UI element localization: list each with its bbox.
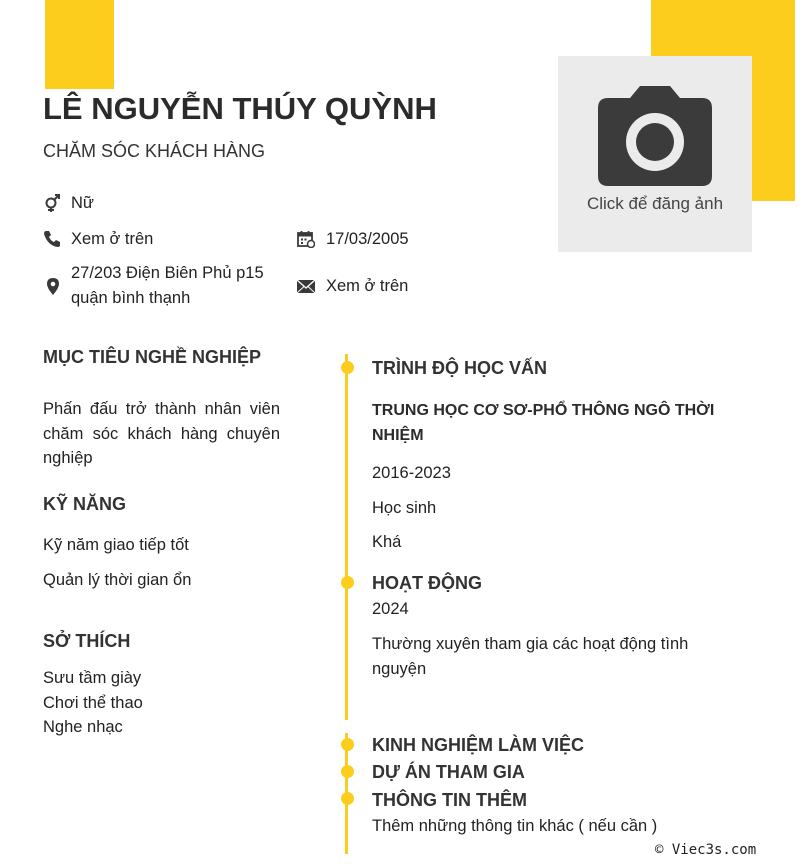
extra-title: THÔNG TIN THÊM — [372, 790, 527, 810]
hobbies-title: SỞ THÍCH — [43, 631, 131, 651]
school-name-line-1: TRUNG HỌC CƠ SƠ-PHỔ THÔNG NGÔ THỜI — [372, 402, 715, 419]
activities-title: HOẠT ĐỘNG — [372, 573, 482, 593]
education-grade: Khá — [372, 533, 402, 551]
skill-item: Quản lý thời gian ổn — [43, 571, 192, 589]
activity-year: 2024 — [372, 600, 409, 618]
phone-value: Xem ở trên — [71, 230, 154, 248]
address-value — [71, 261, 264, 311]
candidate-name: LÊ NGUYỄN THÚY QUỲNH — [43, 91, 437, 126]
timeline-dot — [341, 361, 354, 374]
school-name-line-2: NHIỆM — [372, 426, 424, 444]
hobby-item: Nghe nhạc — [43, 718, 123, 736]
hobby-item: Chơi thể thao — [43, 694, 143, 712]
job-title: CHĂM SÓC KHÁCH HÀNG — [43, 141, 266, 161]
education-period: 2016-2023 — [372, 464, 451, 482]
activity-description-line-2: nguyện — [372, 659, 427, 678]
experience-title: KINH NGHIỆM LÀM VIỆC — [372, 735, 585, 755]
timeline-dot — [341, 738, 354, 751]
skill-item: Kỹ năm giao tiếp tốt — [43, 536, 189, 554]
skills-title: KỸ NĂNG — [43, 494, 127, 514]
photo-caption: Click để đăng ảnh — [586, 194, 724, 213]
education-title: TRÌNH ĐỘ HỌC VẤN — [372, 358, 547, 378]
email-icon — [297, 278, 315, 296]
location-icon — [44, 277, 62, 295]
school-name — [372, 399, 714, 448]
objective-text: Phấn đấu trở thành nhân viên chăm sóc khách hàng chuyên nghiệp — [43, 400, 280, 467]
hobby-item: Sưu tầm giày — [43, 669, 142, 687]
timeline-dot — [341, 765, 354, 778]
calendar-icon — [297, 230, 315, 248]
birthday-value: 17/03/2005 — [326, 230, 409, 248]
camera-icon — [596, 84, 714, 188]
objective-title: MỤC TIÊU NGHỀ NGHIỆP — [43, 347, 262, 367]
gender-value: Nữ — [71, 194, 94, 212]
email-value: Xem ở trên — [326, 277, 409, 295]
address-line-1: 27/203 Điện Biên Phủ p15 — [71, 264, 264, 282]
gender-icon — [43, 194, 61, 212]
photo-upload[interactable] — [558, 56, 752, 252]
timeline-dot — [341, 576, 354, 589]
watermark: © Viec3s.com — [655, 842, 757, 858]
timeline-line — [345, 354, 348, 720]
phone-icon — [43, 230, 61, 248]
extra-text: Thêm những thông tin khác ( nếu cần ) — [372, 817, 658, 835]
activity-description — [372, 632, 688, 681]
projects-title: DỰ ÁN THAM GIA — [372, 762, 525, 782]
address-line-2: quận bình thạnh — [71, 289, 191, 307]
timeline-dot — [341, 792, 354, 805]
decor-block-left — [45, 0, 114, 89]
activity-description-line-1: Thường xuyên tham gia các hoạt động tình — [372, 635, 689, 653]
education-major: Học sinh — [372, 499, 437, 517]
